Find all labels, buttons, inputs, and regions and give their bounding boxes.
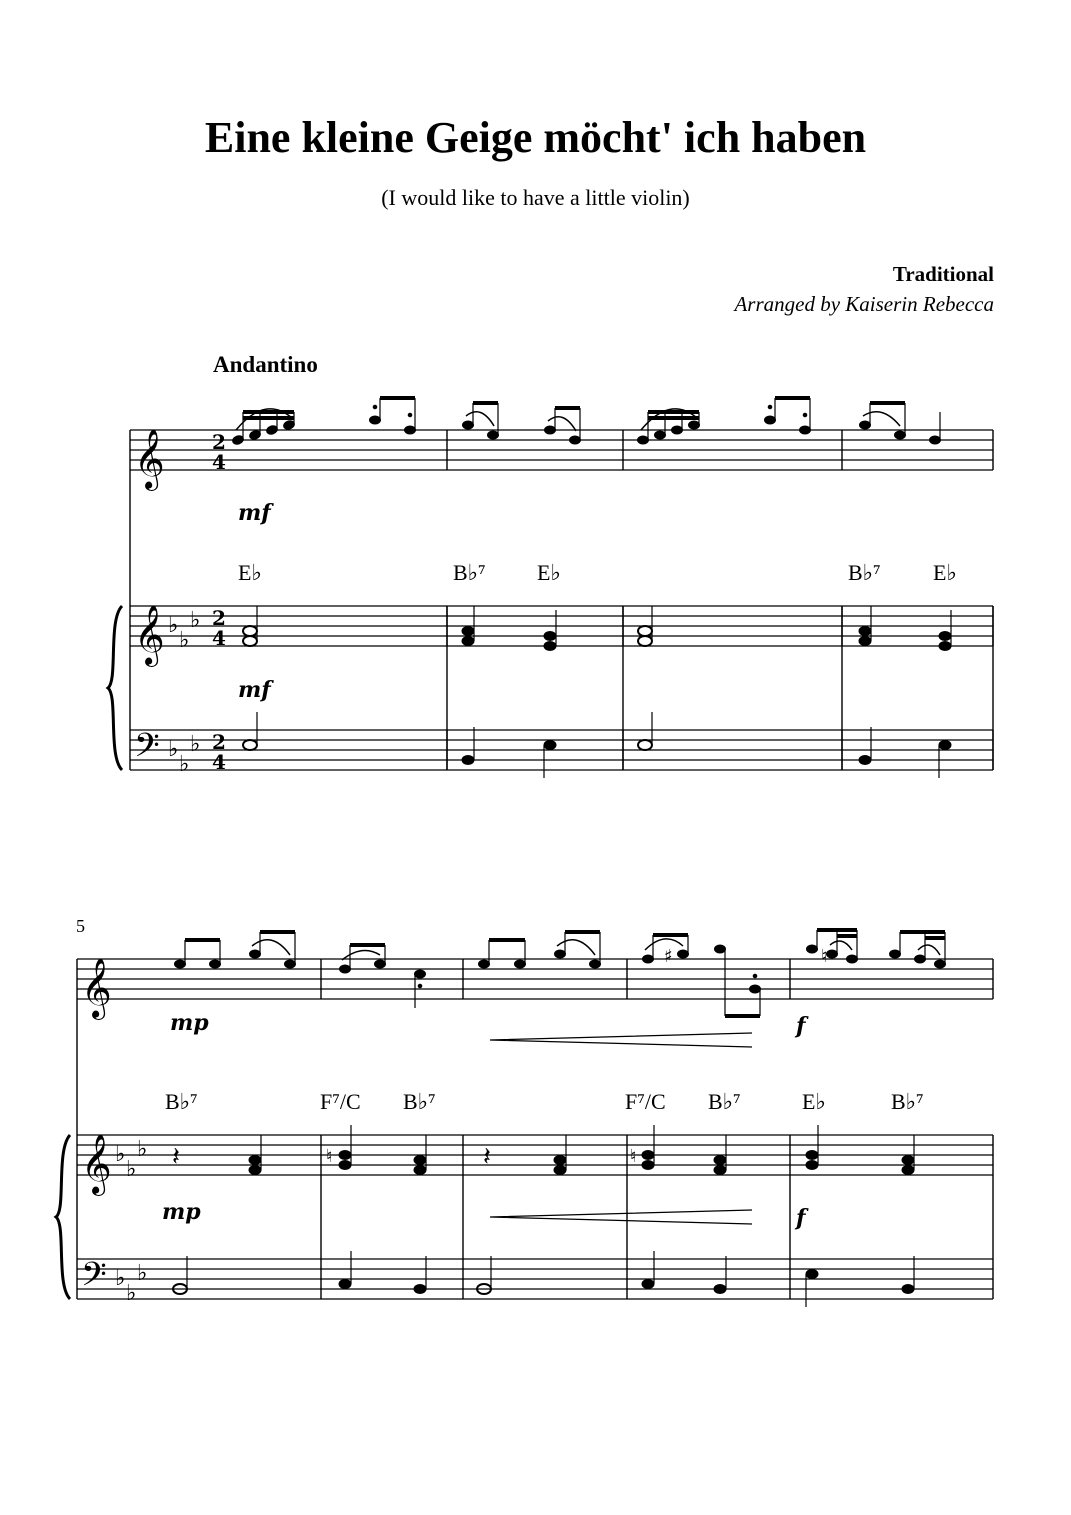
svg-text:♭: ♭ [115,1142,126,1167]
svg-text:♭: ♭ [126,1157,137,1182]
system-1 [108,398,993,778]
svg-text:♭: ♭ [179,628,190,653]
svg-text:♭: ♭ [190,608,201,633]
svg-text:𝄽: 𝄽 [483,1142,491,1172]
chord-symbol: B♭⁷ [165,1089,198,1114]
chord-symbol: B♭⁷ [403,1089,436,1114]
key-signature [115,1137,147,1306]
piano-lh-system-1 [243,712,951,778]
chord-symbol: B♭⁷ [708,1089,741,1114]
piano-bass-staff [77,1259,993,1299]
svg-text:♭: ♭ [115,1266,126,1291]
piano-rh-system-1 [243,606,951,651]
chord-symbol: B♭⁷ [891,1089,924,1114]
chord-symbol: B♭⁷ [848,560,881,585]
piano-treble-staff [77,1135,993,1175]
chord-symbol: F⁷/C [320,1089,361,1114]
treble-clef-icon: 𝄞 [134,429,165,489]
svg-text:♮: ♮ [630,1146,637,1167]
svg-text:4: 4 [212,626,226,650]
svg-text:2: 2 [212,730,226,754]
time-signature [212,430,226,774]
score-title: Eine kleine Geige möcht' ich haben [204,113,867,162]
dynamic-marking: mf [238,677,271,703]
piano-brace [56,1135,70,1299]
treble-clef-icon: 𝄞 [134,605,165,665]
svg-text:2: 2 [212,430,226,454]
system-2 [56,916,993,1307]
arranger: Arranged by Kaiserin Rebecca [734,292,994,316]
dynamic-marking: mp [162,1199,201,1225]
melody-notes-system-1 [231,398,940,446]
svg-text:4: 4 [212,750,226,774]
bass-clef-icon: 𝄢 [134,727,160,773]
svg-text:♭: ♭ [168,737,179,762]
chord-symbol: F⁷/C [625,1089,666,1114]
dynamic-marking: f [796,1013,806,1039]
score-subtitle: (I would like to have a little violin) [381,185,690,210]
svg-text:𝄽: 𝄽 [172,1142,180,1172]
svg-text:♭: ♭ [168,613,179,638]
svg-text:♭: ♭ [179,752,190,777]
chord-symbol: B♭⁷ [453,560,486,585]
svg-text:♭: ♭ [137,1261,148,1286]
svg-text:♯: ♯ [664,946,673,967]
barlines-system-1 [130,430,993,770]
svg-text:2: 2 [212,606,226,630]
dynamic-marking: mf [238,500,271,526]
treble-clef-icon: 𝄞 [81,958,112,1018]
measure-number: 5 [76,916,85,936]
svg-text:♭: ♭ [137,1137,148,1162]
svg-text:♮: ♮ [326,1146,333,1167]
composer: Traditional [892,262,994,286]
piano-brace [108,606,122,770]
key-signature [168,608,200,777]
bass-clef-icon: 𝄢 [81,1256,107,1302]
barlines-system-2 [77,959,993,1299]
svg-text:♭: ♭ [126,1281,137,1306]
tempo-marking: Andantino [213,352,318,377]
svg-text:♭: ♭ [190,732,201,757]
svg-text:4: 4 [212,450,226,474]
chord-symbol: E♭ [238,560,262,585]
svg-text:♮: ♮ [821,946,828,967]
dynamic-marking: f [796,1205,806,1231]
treble-clef-icon: 𝄞 [81,1134,112,1194]
chord-symbol: E♭ [537,560,561,585]
dynamic-marking: mp [170,1010,209,1036]
chord-symbol: E♭ [802,1089,826,1114]
chord-symbol: E♭ [933,560,957,585]
